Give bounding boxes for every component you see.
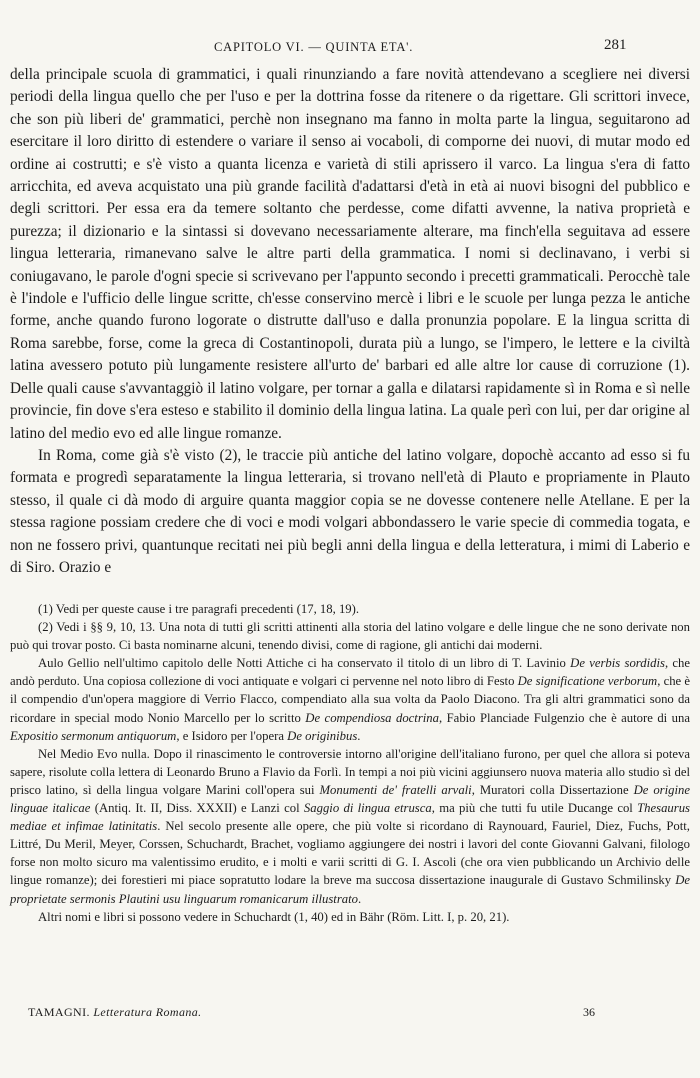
paragraph-continued: della principale scuola di grammatici, i quali rinunziando a fare novità attendevano a scegliere nei diversi periodi della lingua quello che per l'uso e per la dottrina fosse da ritenere o da rigettare. Gli scrittori invece, che son più liberi de' grammatici, perchè non insegnano ma fanno in molta parte la lingua, seguitarono ad esercitare il loro diritto di estendere o variare il senso ai vocaboli, di comporne dei nuovi, di mutar modo ed ordine ai costrutti; e s'è visto a quanta licenza e varietà di stili aprissero il varco. La lingua s'era di fatto arricchita, ed aveva acquistato una più grande facilità d'adattarsi d'età in età ai nuovi bisogni del pubblico e degli scrittori. Per essa era da temere soltanto che perdesse, come difatti avvenne, la nativa proprietà e purezza; il dizionario e la sintassi si dovevano necessariamente alterare, ma finch'ella seguitava ad essere lingua letteraria, rimanevano salve le altre parti della grammatica. I nomi si declinavano, i verbi si coniugavano, le parole d'ogni specie si scrivevano per l'appunto secondo i precetti grammaticali. Perocchè tale è l'indole e l'ufficio delle lingue scritte, ch'esse conservino mercè i libri e le scuole per lunga pezza le antiche forme, anche quando furono logorate o distrutte dall'uso e dalla pronunzia popolare. E la lingua scritta di Roma sarebbe, forse, come la greca di Costantinopoli, durata più a lungo, se l'impero, le lettere e la civiltà latina avessero potuto più lungamente resistere all'urto de' barbari ed alle altre lor cause di corruzione (1). Delle quali cause s'avvantaggiò il latino volgare, per tornar a galla e dilatarsi rapidamente sì in Roma e sì nelle provincie, fin dove s'era esteso e stabilito il dominio della lingua latina. La quale perì con lui, per dar origine al latino del medio evo ed alle lingue romanze. xyxy=(10,66,690,442)
footnote-1: (1) Vedi per queste cause i tre paragrafi precedenti (17, 18, 19). xyxy=(38,602,360,616)
page-number: 281 xyxy=(604,37,627,53)
signature-mark: 36 xyxy=(583,1005,595,1019)
paragraph-roma: In Roma, come già s'è visto (2), le traccie più antiche del latino volgare, dopochè accanto ad esso si fu formata e progredì separatamente la lingua letteraria, si trovano nell'età di Plauto e propriamente in Plauto stesso, il quale ci dà modo di arguire quanta maggior copia se ne dovesse contenere nelle Atellane. E per la stessa ragione possiam credere che di voci e modi volgari abbondassero le varie specie di commedia togata, e non ne fossero privi, quantunque recitati nei più begli anni della lingua e della letteratura, i mimi di Laberio e di Siro. Orazio e xyxy=(10,446,690,576)
title-de-compendiosa-doctrina: De compendiosa doctrina xyxy=(305,710,439,725)
title-expositio-sermonum: Expositio sermonum antiquorum xyxy=(10,728,177,743)
title-de-proprietate-sermonis: De proprietate sermonis Plautini usu linguarum romanicarum illustrato xyxy=(10,873,690,906)
footnote-2-modern-sources: Nel Medio Evo nulla. Dopo il rinascimento le controversie intorno all'origine dell'italiano furono, per quel che allora si poteva sapere, risolute colla lettera di Leonardo Bruno a Flavio da Forlì. In tempi a noi più vicini aggiunsero nuova materia allo studio sì del prisco latino, sì della lingua volgare Marini coll'opera sui Monumenti de' fratelli arvali, Muratori colla Dissertazione De origine linguae italicae (Antiq. It. II, Diss. XXXII) e Lanzi col Saggio di lingua etrusca, ma più che tutti fu utile Ducange col Thesaurus mediae et infimae latinitatis. Nel secolo presente alle opere, che più volte si ricordano di Raynouard, Fauriel, Diez, Fuchs, Pott, Littré, Du Meril, Meyer, Corssen, Schuchardt, Brachet, vogliamo aggiungere dei nostri i lavori del conte Giovanni Galvani, filologo forse non molto sicuro ma valentissimo erudito, e i molti e varii scritti di G. I. Ascoli (che ora vien pubblicando un Archivio delle lingue romanze); dei forestieri mi piace sopratutto lodare la breve ma succosa dissertazione inaugurale di Gustavo Schmilinsky De proprietate sermonis Plautini usu linguarum romanicarum illustrato. xyxy=(10,746,690,906)
footnote-2-further-refs: Altri nomi e libri si possono vedere in Schuchardt (1, 40) ed in Bähr (Röm. Litt. I, p. 20, 21). xyxy=(38,909,510,924)
title-de-origine-linguae: De origine linguae italicae xyxy=(10,782,690,816)
footer-work: Letteratura Romana. xyxy=(93,1005,202,1019)
footer-work-title xyxy=(28,1005,202,1020)
footnote-2-ancient-sources: Aulo Gellio nell'ultimo capitolo delle Notti Attiche ci ha conservato il titolo di un libro di T. Lavinio De verbis sordidis, che andò perduto. Una copiosa collezione di voci antiquate e volgari ci pervenne nel noto libro di Festo De significatione verborum, che è il compendio d'un'opera maggiore di Verrio Flacco, compendiato alla sua volta da Paolo Diacono. Tra gli altri grammatici sono da ricordare in special modo Nonio Marcello per lo scritto De compendiosa doctrina, Fabio Planciade Fulgenzio che è autore di una Expositio sermonum antiquorum, e Isidoro per l'opera De originibus. xyxy=(10,656,690,743)
title-monumenti-arvali: Monumenti de' fratelli arvali xyxy=(319,782,472,797)
main-text xyxy=(10,64,690,579)
running-title: CAPITOLO VI. — QUINTA ETA'. xyxy=(214,40,414,54)
page-header xyxy=(0,37,700,60)
footer-author: TAMAGNI. xyxy=(28,1005,90,1019)
footnote-2: (2) Vedi i §§ 9, 10, 13. Una nota di tutti gli scritti attinenti alla storia del latino volgare e delle lingue che ne sono derivate non può qui trovar posto. Ci basta nominarne alcuni, tenendo divisi, come di ragione, gli antichi dai moderni. xyxy=(10,620,690,653)
title-de-significatione-verborum: De significatione verborum xyxy=(517,674,658,689)
title-saggio-lingua-etrusca: Saggio di lingua etrusca xyxy=(303,801,432,816)
title-thesaurus-latinitatis: Thesaurus mediae et infimae latinitatis xyxy=(10,801,690,834)
page-footer xyxy=(0,1005,700,1023)
title-de-verbis-sordidis: De verbis sordidis xyxy=(570,656,665,671)
footnotes xyxy=(10,600,690,926)
title-de-originibus: De originibus xyxy=(287,728,358,743)
